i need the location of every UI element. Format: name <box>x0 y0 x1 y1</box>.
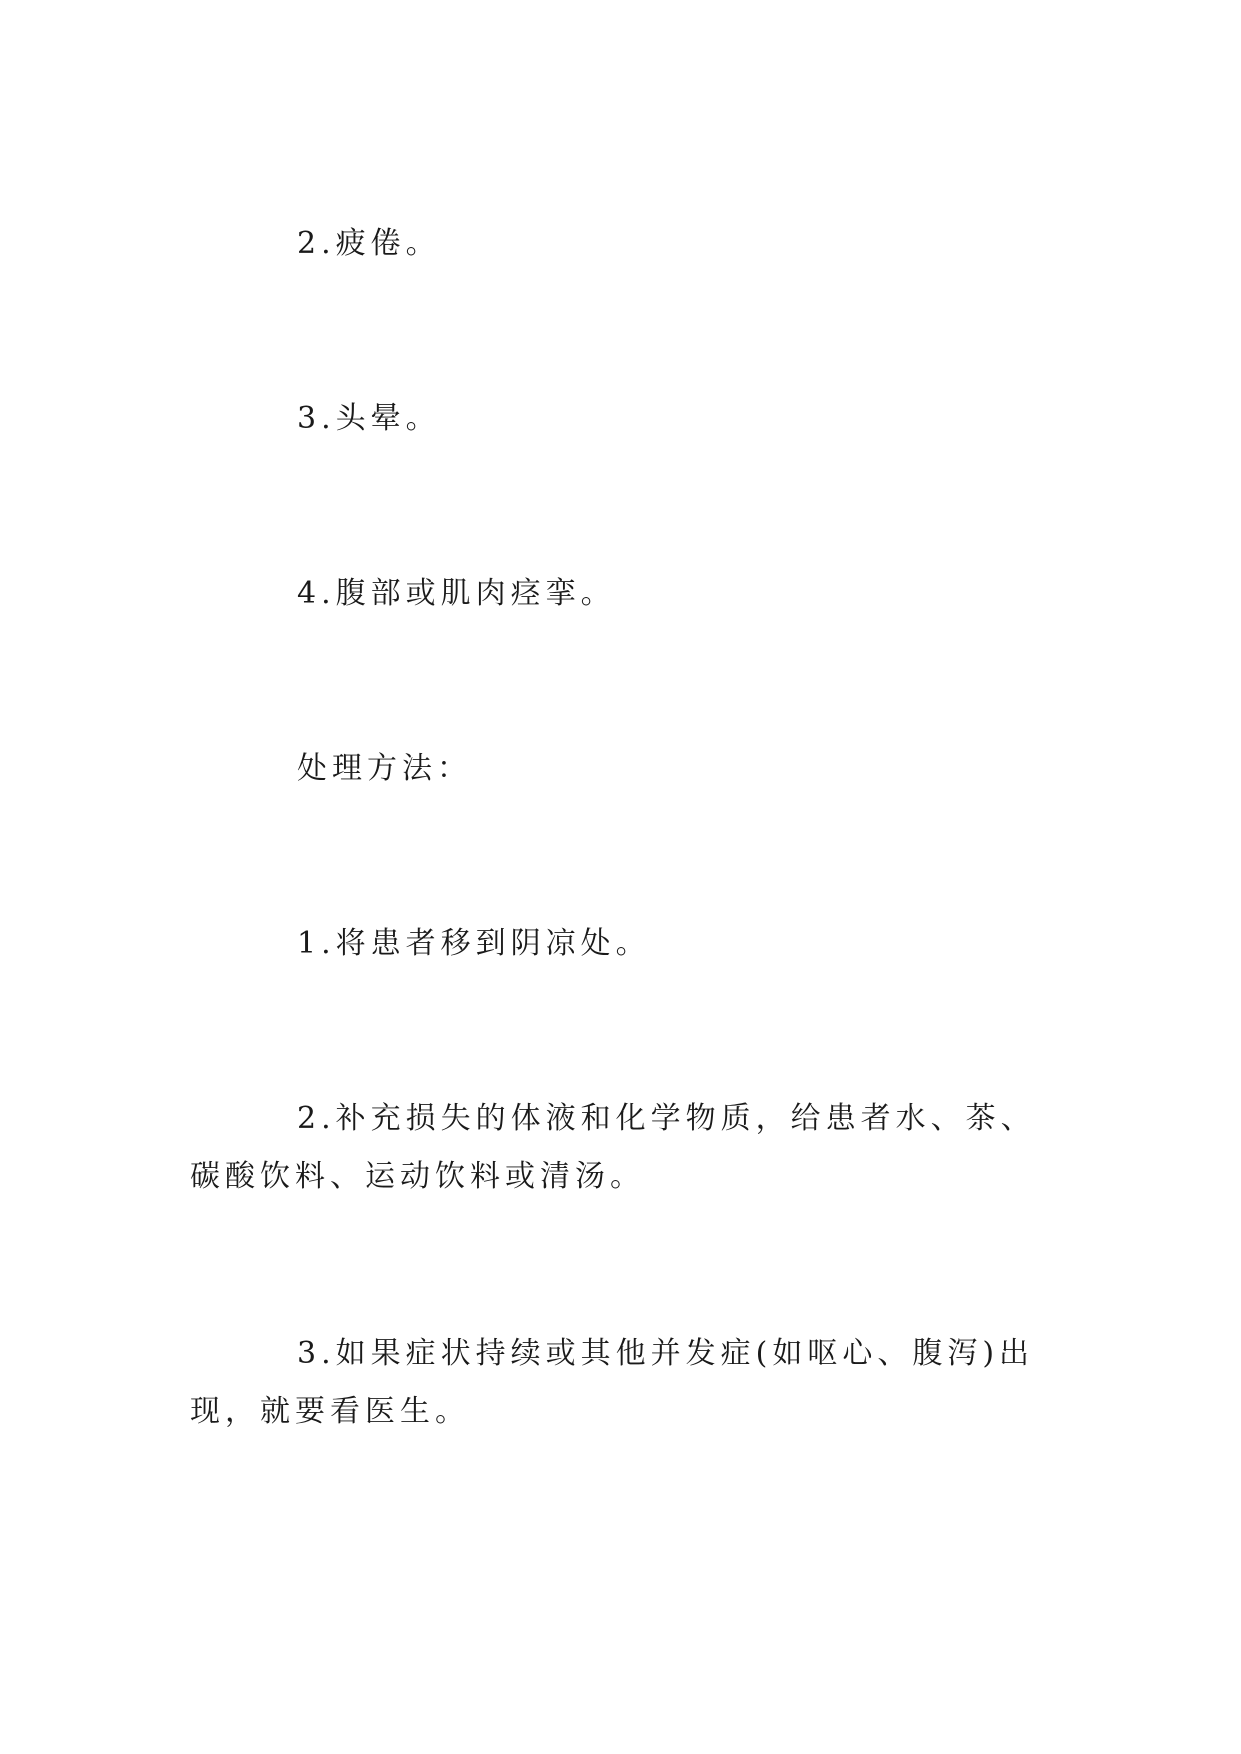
symptom-item-3: 3.头晕。 <box>297 401 441 436</box>
treatment-item-1: 1.将患者移到阴凉处。 <box>297 926 651 961</box>
treatment-item-2: 2.补充损失的体液和化学物质，给患者水、茶、碳酸饮料、运动饮料或清汤。 <box>190 1101 1036 1194</box>
treatment-item-3: 3.如果症状持续或其他并发症(如呕心、腹泻)出现，就要看医生。 <box>190 1336 1035 1429</box>
treatment-heading: 处理方法： <box>297 751 472 786</box>
symptom-item-4: 4.腹部或肌肉痉挛。 <box>297 576 616 611</box>
symptom-item-2: 2.疲倦。 <box>297 226 441 261</box>
